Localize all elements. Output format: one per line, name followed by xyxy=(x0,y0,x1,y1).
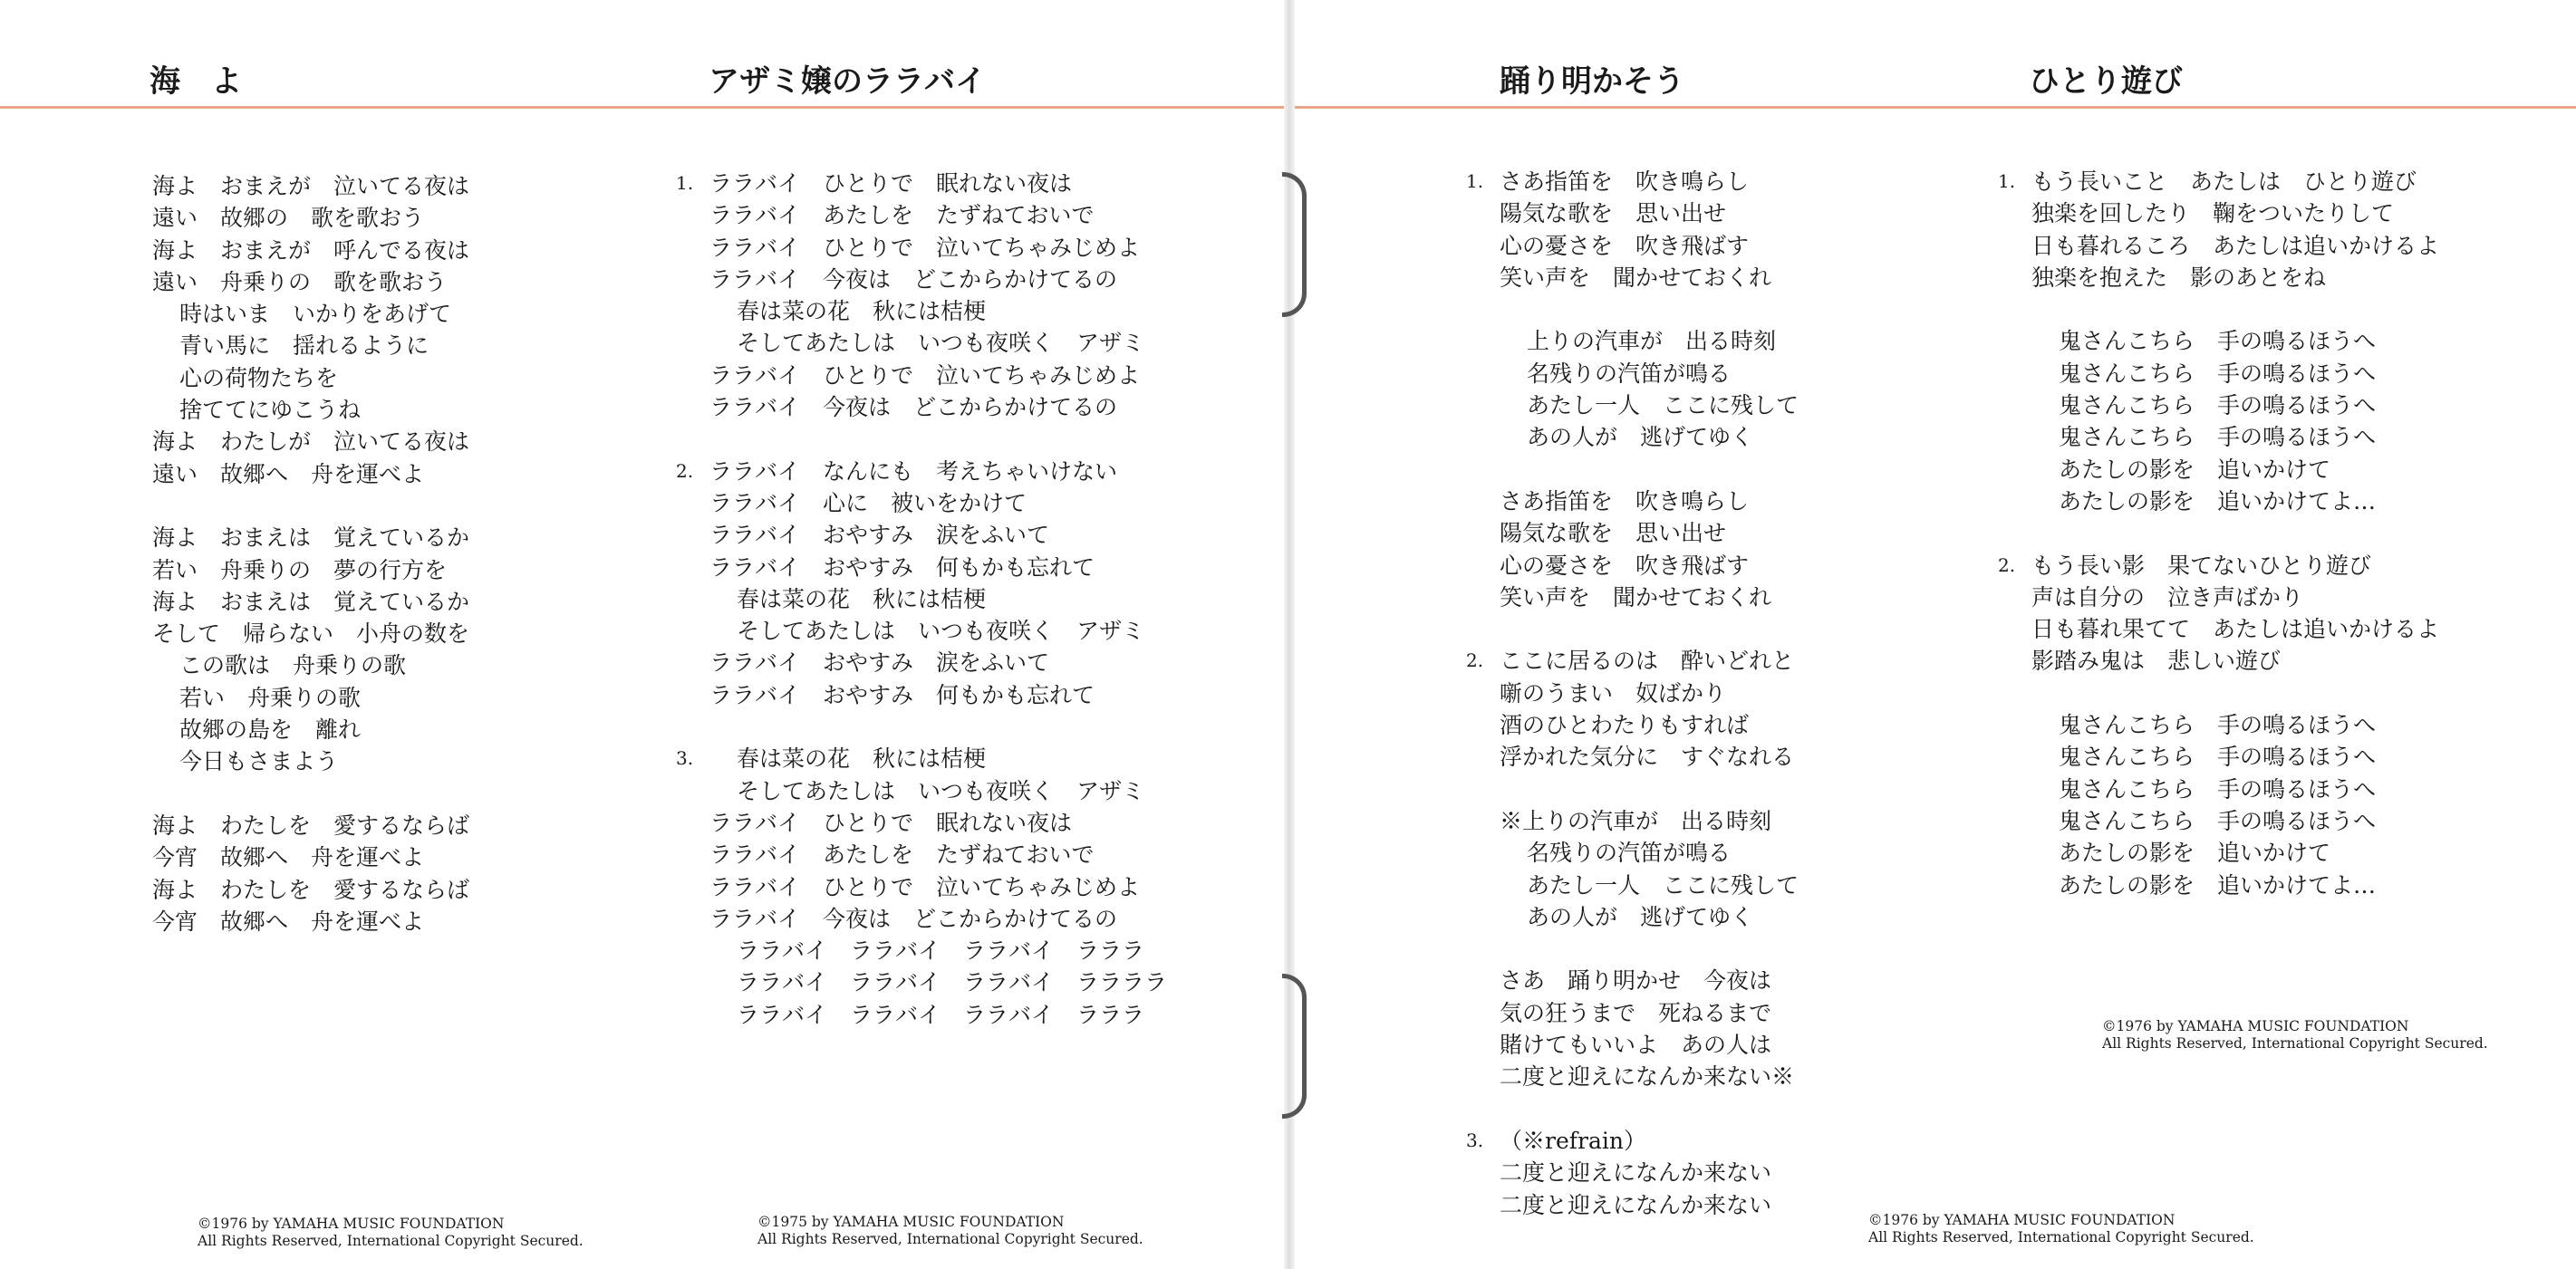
lyric-line xyxy=(709,903,1167,935)
lyric-line xyxy=(709,295,1167,327)
lyric-text: ララバイ おやすみ 何もかも忘れて xyxy=(709,681,1095,708)
song-lyrics-azami-jou-no-lullaby xyxy=(676,168,1168,1031)
lyric-text: あたし一人 ここに残して xyxy=(1527,871,1799,899)
lyric-line xyxy=(152,330,469,361)
lyric-line xyxy=(2031,358,2439,389)
lyric-line xyxy=(152,745,469,777)
lyric-line xyxy=(2031,709,2439,741)
lyric-text: 二度と迎えになんか来ない xyxy=(1500,1159,1772,1187)
lyric-text: 若い 舟乗りの歌 xyxy=(179,684,362,711)
lyric-text: 海よ わたしが 泣いてる夜は xyxy=(152,428,470,456)
lyric-line xyxy=(1466,645,1799,677)
lyric-text: 海よ おまえが 呼んでる夜は xyxy=(152,236,470,264)
lyric-line xyxy=(152,426,469,457)
lyric-line xyxy=(152,586,469,618)
lyric-line xyxy=(709,839,1167,870)
copyright-line: All Rights Reserved, International Copyright Secured. xyxy=(757,1231,1143,1247)
lyric-text: 鬼さんこちら 手の鳴るほうへ xyxy=(2059,424,2377,451)
lyric-line xyxy=(152,458,469,490)
lyric-line xyxy=(1466,1125,1799,1157)
lyric-line xyxy=(152,170,469,202)
song-lyrics-hitori-asobi xyxy=(1998,166,2440,901)
lyric-text: 遠い 故郷の 歌を歌おう xyxy=(152,205,425,232)
lyric-line xyxy=(152,298,469,330)
lyric-line xyxy=(1500,997,1799,1029)
lyric-text: 鬼さんこちら 手の鳴るほうへ xyxy=(2059,392,2377,419)
lyric-line xyxy=(2031,613,2439,645)
lyric-text: 今日もさまよう xyxy=(179,748,339,775)
lyric-line xyxy=(152,522,469,553)
song-title-azami-jou-no-lullaby: アザミ嬢のララバイ xyxy=(709,63,986,100)
lyric-text: ララバイ 今夜は どこからかけてるの xyxy=(709,905,1118,932)
stanza xyxy=(2031,709,2439,901)
lyric-line xyxy=(2031,741,2439,773)
lyric-text: 鬼さんこちら 手の鳴るほうへ xyxy=(2059,328,2377,355)
lyric-text: 春は菜の花 秋には桔梗 xyxy=(737,298,987,325)
lyric-line xyxy=(676,168,1167,199)
verse-number: 1. xyxy=(676,172,694,194)
copyright-azami-jou-no-lullaby xyxy=(757,1214,1143,1248)
lyric-line xyxy=(1500,837,1799,869)
lyric-text: ララバイ ひとりで 眠れない夜は xyxy=(709,809,1073,836)
lyric-line xyxy=(1500,582,1799,613)
lyric-text: 陽気な歌を 思い出せ xyxy=(1500,200,1727,227)
lyric-line xyxy=(1500,870,1799,901)
lyric-text: そしてあたしは いつも夜咲く アザミ xyxy=(737,330,1145,357)
lyric-text: 独楽を回したり 鞠をついたりして xyxy=(2031,200,2395,227)
lyric-line xyxy=(152,618,469,649)
lyric-line xyxy=(1500,485,1799,517)
lyric-text: あたしの影を 追いかけて xyxy=(2059,456,2331,483)
lyric-line xyxy=(2031,197,2439,229)
song-title-hitori-asobi: ひとり遊び xyxy=(2029,63,2183,100)
lyric-text: ララバイ ララバイ ララバイ ララララ xyxy=(737,969,1168,996)
lyric-text: 浮かれた気分に すぐなれる xyxy=(1500,744,1795,771)
lyric-text: さあ 踊り明かせ 今夜は xyxy=(1500,967,1772,995)
lyric-text: そしてあたしは いつも夜咲く アザミ xyxy=(737,618,1145,645)
stanza-gap xyxy=(1500,1093,1799,1125)
lyric-text: そしてあたしは いつも夜咲く アザミ xyxy=(737,777,1145,804)
lyric-line xyxy=(1998,166,2439,197)
lyric-text: もう長いこと あたしは ひとり遊び xyxy=(2031,168,2417,195)
lyric-text: 心の憂さを 吹き飛ばす xyxy=(1500,232,1750,259)
lyric-text: 海よ わたしを 愛するならば xyxy=(152,812,470,839)
lyric-line xyxy=(1500,421,1799,453)
lyric-line xyxy=(2031,485,2439,517)
verse-number: 3. xyxy=(1466,1129,1484,1151)
lyric-line xyxy=(2031,421,2439,453)
lyric-line xyxy=(2031,325,2439,357)
lyric-text: そして 帰らない 小舟の数を xyxy=(152,620,470,648)
lyric-text: ララバイ おやすみ 涙をふいて xyxy=(709,649,1050,677)
stanza xyxy=(1998,550,2440,678)
stanza-gap xyxy=(1500,293,1799,325)
stanza xyxy=(1500,325,1799,453)
lyric-line xyxy=(152,266,469,298)
lyric-text: ララバイ あたしを たずねておいで xyxy=(709,202,1095,229)
stanza-gap xyxy=(2031,678,2439,709)
lyric-text: 鬼さんこちら 手の鳴るほうへ xyxy=(2059,360,2377,387)
lyric-text: 今宵 故郷へ 舟を運べよ xyxy=(152,908,425,935)
song-lyrics-odori-akasou xyxy=(1466,166,1799,1221)
lyric-line xyxy=(152,841,469,873)
lyric-text: あの人が 逃げてゆく xyxy=(1527,903,1754,930)
lyric-line xyxy=(152,682,469,714)
stanza xyxy=(152,522,469,777)
stanza xyxy=(1466,1125,1799,1221)
lyric-text: 若い 舟乗りの 夢の行方を xyxy=(152,556,448,583)
lyric-text: 酒のひとわたりもすれば xyxy=(1500,712,1750,739)
lyric-text: あたし一人 ここに残して xyxy=(1527,392,1799,419)
stanza xyxy=(152,170,469,490)
lyric-text: ※上りの汽車が 出る時刻 xyxy=(1500,807,1772,834)
verse-number: 2. xyxy=(1998,553,2016,576)
lyric-line xyxy=(709,615,1167,647)
lyric-text: 二度と迎えになんか来ない※ xyxy=(1500,1063,1795,1091)
lyric-text: あの人が 逃げてゆく xyxy=(1527,424,1754,451)
lyric-line xyxy=(1500,1029,1799,1061)
lyric-text: ララバイ ひとりで 泣いてちゃみじめよ xyxy=(709,361,1141,389)
lyric-line xyxy=(709,871,1167,903)
lyric-line xyxy=(709,391,1167,423)
lyric-line xyxy=(709,679,1167,711)
lyric-line xyxy=(1500,741,1799,773)
copyright-line: All Rights Reserved, International Copyright Secured. xyxy=(2102,1035,2488,1052)
stanza-gap xyxy=(2031,517,2439,549)
lyric-line xyxy=(152,649,469,681)
lyric-text: 二度と迎えになんか来ない xyxy=(1500,1191,1772,1218)
lyric-line xyxy=(709,807,1167,839)
stanza xyxy=(1500,805,1799,933)
lyric-line xyxy=(1500,901,1799,933)
stanza-gap xyxy=(152,490,469,522)
lyric-text: 名残りの汽笛が鳴る xyxy=(1527,360,1732,387)
lyric-line xyxy=(1500,1157,1799,1188)
lyric-text: ここに居るのは 酔いどれと xyxy=(1500,648,1795,675)
lyric-line xyxy=(152,906,469,937)
copyright-line: ©1976 by YAMAHA MUSIC FOUNDATION xyxy=(1868,1212,2176,1228)
lyric-text: 故郷の島を 離れ xyxy=(179,716,362,744)
lyric-text: あたしの影を 追いかけてよ… xyxy=(2059,487,2377,514)
lyric-text: 独楽を抱えた 影のあとをね xyxy=(2031,264,2327,291)
lyric-text: 鬼さんこちら 手の鳴るほうへ xyxy=(2059,775,2377,803)
lyric-text: さあ指笛を 吹き鳴らし xyxy=(1500,487,1750,514)
lyric-line xyxy=(1500,230,1799,262)
lyric-line xyxy=(709,232,1167,264)
lyric-line xyxy=(2031,389,2439,421)
stanza xyxy=(1500,485,1799,613)
lyric-line xyxy=(709,999,1167,1031)
lyric-line xyxy=(709,552,1167,583)
lyric-line xyxy=(2031,870,2439,901)
lyric-line xyxy=(709,487,1167,519)
lyric-text: 遠い 故郷へ 舟を運べよ xyxy=(152,460,425,487)
lyric-text: ララバイ 心に 被いをかけて xyxy=(709,489,1028,516)
lyric-line xyxy=(709,647,1167,678)
lyric-text: 鬼さんこちら 手の鳴るほうへ xyxy=(2059,807,2377,834)
lyric-line xyxy=(1500,262,1799,293)
copyright-hitori-asobi xyxy=(2102,1018,2488,1053)
lyric-line xyxy=(709,583,1167,615)
lyric-line xyxy=(2031,262,2439,293)
lyric-text: 時はいま いかりをあげて xyxy=(179,301,452,328)
staple-top xyxy=(1282,172,1307,317)
lyric-line xyxy=(152,810,469,841)
lyric-text: ララバイ 今夜は どこからかけてるの xyxy=(709,394,1118,421)
lyric-text: あたしの影を 追いかけて xyxy=(2059,840,2331,867)
lyric-text: 鬼さんこちら 手の鳴るほうへ xyxy=(2059,712,2377,739)
lyric-text: 賭けてもいいよ あの人は xyxy=(1500,1032,1772,1059)
stanza xyxy=(1500,965,1799,1092)
lyric-text: 青い馬に 揺れるように xyxy=(179,332,429,360)
lyric-text: 陽気な歌を 思い出せ xyxy=(1500,520,1727,547)
stanza-gap xyxy=(709,711,1167,743)
stanza-gap xyxy=(709,423,1167,455)
lyric-line xyxy=(1500,197,1799,229)
lyric-text: 海よ わたしを 愛するならば xyxy=(152,876,470,903)
copyright-line: ©1976 by YAMAHA MUSIC FOUNDATION xyxy=(198,1216,505,1232)
lyric-line xyxy=(2031,645,2439,677)
lyric-text: ララバイ ひとりで 眠れない夜は xyxy=(709,170,1073,197)
lyric-line xyxy=(709,199,1167,231)
verse-number: 2. xyxy=(676,459,694,482)
lyric-line xyxy=(1500,389,1799,421)
stanza xyxy=(676,456,1167,711)
copyright-line: All Rights Reserved, International Copyright Secured. xyxy=(1868,1229,2254,1245)
lyric-text: 噺のうまい 奴ばかり xyxy=(1500,679,1727,707)
lyric-text: 日も暮れるころ あたしは追いかけるよ xyxy=(2031,232,2440,259)
lyric-line xyxy=(1500,517,1799,549)
lyric-line xyxy=(2031,774,2439,805)
lyric-line xyxy=(709,327,1167,359)
lyric-line xyxy=(152,874,469,906)
lyric-line xyxy=(676,743,1167,774)
lyric-text: もう長い影 果てないひとり遊び xyxy=(2031,552,2372,579)
lyric-text: ララバイ おやすみ 涙をふいて xyxy=(709,522,1050,549)
lyric-text: 声は自分の 泣き声ばかり xyxy=(2031,583,2304,610)
lyric-line xyxy=(1500,550,1799,582)
stanza-gap xyxy=(2031,293,2439,325)
stanza-gap xyxy=(152,778,469,810)
copyright-line: ©1976 by YAMAHA MUSIC FOUNDATION xyxy=(2102,1018,2409,1034)
lyric-text: 気の狂うまで 死ねるまで xyxy=(1500,999,1772,1026)
lyric-text: 春は菜の花 秋には桔梗 xyxy=(737,585,987,612)
lyric-line xyxy=(1500,1189,1799,1221)
lyric-line xyxy=(709,935,1167,966)
lyric-line xyxy=(1500,709,1799,741)
lyric-line xyxy=(2031,837,2439,869)
lyric-text: 海よ おまえは 覚えているか xyxy=(152,524,470,552)
lyric-text: 日も暮れ果てて あたしは追いかけるよ xyxy=(2031,616,2440,643)
lyric-text: 心の憂さを 吹き飛ばす xyxy=(1500,552,1750,579)
lyric-text: ララバイ あたしを たずねておいで xyxy=(709,841,1095,869)
lyric-line xyxy=(1500,965,1799,996)
lyric-line xyxy=(152,714,469,745)
lyric-text: あたしの影を 追いかけてよ… xyxy=(2059,871,2377,899)
stanza xyxy=(2031,325,2439,517)
lyric-line xyxy=(1998,550,2439,582)
lyric-line xyxy=(1500,1061,1799,1092)
song-lyrics-umi-yo xyxy=(152,170,469,937)
stanza xyxy=(676,168,1167,423)
lyric-text: ララバイ おやすみ 何もかも忘れて xyxy=(709,553,1095,581)
lyric-text: 海よ おまえは 覚えているか xyxy=(152,588,470,615)
lyric-text: ララバイ ララバイ ララバイ ラララ xyxy=(737,937,1145,965)
lyric-text: 名残りの汽笛が鳴る xyxy=(1527,840,1732,867)
copyright-odori-akasou xyxy=(1868,1212,2254,1246)
lyric-text: ララバイ ひとりで 泣いてちゃみじめよ xyxy=(709,873,1141,900)
stanza xyxy=(676,743,1168,1031)
lyric-text: 海よ おまえが 泣いてる夜は xyxy=(152,173,470,199)
verse-number: 1. xyxy=(1466,170,1484,192)
lyric-line xyxy=(1466,166,1799,197)
stanza-gap xyxy=(1500,933,1799,965)
lyric-line xyxy=(152,202,469,234)
lyric-text: 笑い声を 聞かせておくれ xyxy=(1500,264,1772,291)
stanza xyxy=(152,810,469,937)
lyric-line xyxy=(709,264,1167,295)
verse-number: 1. xyxy=(1998,170,2016,192)
lyric-text: 心の荷物たちを xyxy=(179,364,339,391)
lyric-text: 影踏み鬼は 悲しい遊び xyxy=(2031,648,2282,675)
copyright-umi-yo xyxy=(198,1216,584,1250)
stanza-gap xyxy=(1500,613,1799,645)
lyric-line xyxy=(709,360,1167,391)
lyric-line xyxy=(2031,805,2439,837)
lyric-text: ララバイ なんにも 考えちゃいけない xyxy=(709,457,1118,485)
lyric-line xyxy=(1500,805,1799,837)
lyric-text: この歌は 舟乗りの歌 xyxy=(179,652,407,679)
verse-number: 3. xyxy=(676,747,694,770)
lyric-line xyxy=(1500,358,1799,389)
lyric-line xyxy=(152,235,469,266)
lyric-line xyxy=(709,519,1167,551)
lyric-text: （※refrain） xyxy=(1500,1127,1646,1154)
stanza xyxy=(1998,166,2440,293)
lyric-text: 笑い声を 聞かせておくれ xyxy=(1500,583,1772,610)
lyric-text: 鬼さんこちら 手の鳴るほうへ xyxy=(2059,744,2377,771)
stanza-gap xyxy=(1500,774,1799,805)
lyric-text: さあ指笛を 吹き鳴らし xyxy=(1500,168,1750,195)
lyric-line xyxy=(2031,454,2439,485)
lyric-line xyxy=(152,394,469,426)
lyric-line xyxy=(152,362,469,394)
song-title-umi-yo: 海 よ xyxy=(150,63,242,100)
lyric-line xyxy=(2031,230,2439,262)
lyric-line xyxy=(1500,325,1799,357)
lyric-line xyxy=(676,456,1167,487)
lyric-line xyxy=(1500,678,1799,709)
lyric-text: ララバイ ララバイ ララバイ ラララ xyxy=(737,1001,1145,1028)
stanza xyxy=(1466,166,1799,293)
lyric-line xyxy=(2031,582,2439,613)
lyric-text: 春は菜の花 秋には桔梗 xyxy=(737,745,987,773)
stanza xyxy=(1466,645,1799,773)
verse-number: 2. xyxy=(1466,649,1484,672)
lyric-text: 遠い 舟乗りの 歌を歌おう xyxy=(152,268,448,295)
lyric-text: 上りの汽車が 出る時刻 xyxy=(1527,328,1777,355)
lyric-text: 捨ててにゆこうね xyxy=(179,397,362,424)
lyric-text: ララバイ 今夜は どこからかけてるの xyxy=(709,265,1118,293)
lyric-line xyxy=(709,966,1167,998)
copyright-line: All Rights Reserved, International Copyright Secured. xyxy=(198,1233,584,1249)
lyric-text: 今宵 故郷へ 舟を運べよ xyxy=(152,844,425,871)
lyric-text: ララバイ ひとりで 泣いてちゃみじめよ xyxy=(709,234,1141,261)
stanza-gap xyxy=(1500,454,1799,485)
song-title-odori-akasou: 踊り明かそう xyxy=(1500,63,1684,100)
staple-bottom xyxy=(1282,974,1307,1119)
lyric-line xyxy=(152,554,469,586)
copyright-line: ©1975 by YAMAHA MUSIC FOUNDATION xyxy=(757,1214,1065,1230)
lyric-line xyxy=(709,775,1167,807)
